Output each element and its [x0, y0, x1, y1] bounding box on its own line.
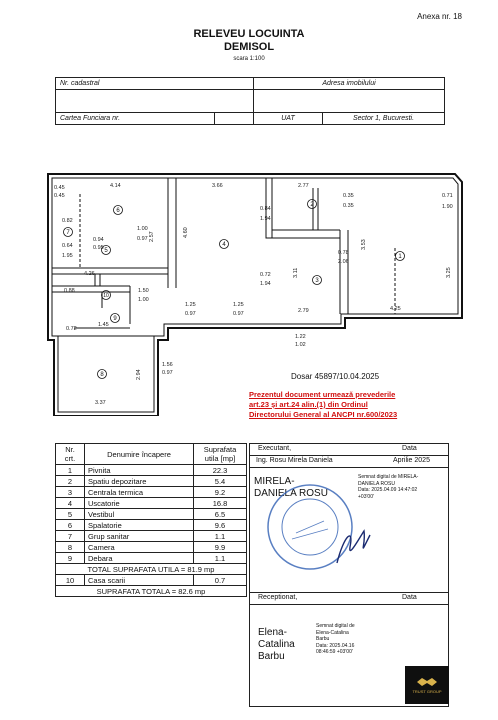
room-label-10: 10 [103, 293, 109, 299]
legal-notice [249, 390, 447, 420]
table-cell: 3 [56, 487, 85, 498]
table-cell: Casa scarii [85, 575, 194, 586]
dim-426: 4.26 [84, 271, 95, 277]
dim-425: 4.25 [390, 306, 401, 312]
adresa-cell: Adresa imobilului [254, 78, 445, 90]
total-utila: TOTAL SUPRAFATA UTILA = 81.9 mp [56, 564, 247, 575]
dim-195: 1.95 [62, 253, 73, 259]
dosar-number: Dosar 45897/10.04.2025 [291, 372, 380, 381]
dim-366: 3.66 [212, 183, 223, 189]
dim-097: 0.97 [137, 236, 148, 242]
table-cell: Camera [85, 542, 194, 553]
room-label-2: 2 [310, 202, 314, 208]
dim-072b: 0.72 [66, 326, 77, 332]
notice-line: Directorului General al ANCPI nr.600/2023 [249, 410, 398, 419]
table-cell: 1 [56, 465, 85, 476]
executant-signature-name: MIRELA- DANIELA ROSU [254, 476, 328, 499]
table-cell: 10 [56, 575, 85, 586]
col-area: Suprafata utila [mp] [194, 444, 247, 465]
dim-206: 2.06 [338, 259, 349, 265]
col-nr: Nr. crt. [56, 444, 85, 465]
dim-088: 0.88 [64, 288, 75, 294]
company-logo: TRUST GROUP [405, 666, 449, 704]
dim-097a: 0.97 [185, 311, 196, 317]
dim-100b: 1.00 [138, 297, 149, 303]
table-cell: 5.4 [194, 476, 247, 487]
handshake-icon [416, 674, 438, 688]
sector-cell: Sector 1, Bucuresti. [323, 113, 445, 125]
dim-064: 0.64 [62, 243, 73, 249]
table-row [56, 520, 247, 531]
table-cell: Debara [85, 553, 194, 564]
dim-102: 1.02 [295, 342, 306, 348]
dim-100: 1.00 [137, 226, 148, 232]
executant-date-label: Data [402, 445, 417, 452]
dim-072: 0.72 [260, 272, 271, 278]
table-cell: 6.5 [194, 509, 247, 520]
table-cell: 8 [56, 542, 85, 553]
dim-071: 0.71 [442, 193, 453, 199]
table-row [56, 498, 247, 509]
table-row [56, 542, 247, 553]
room-label-4: 4 [222, 242, 226, 248]
dim-190: 1.90 [442, 204, 453, 210]
room-label-5: 5 [104, 248, 108, 254]
room-label-6: 6 [116, 208, 120, 214]
table-cell: 4 [56, 498, 85, 509]
room-label-7: 7 [66, 230, 70, 236]
table-row [56, 465, 247, 476]
dim-078: 0.78 [338, 250, 349, 256]
table-cell: 16.8 [194, 498, 247, 509]
dim-337: 3.37 [95, 400, 106, 406]
dim-125b: 1.25 [233, 302, 244, 308]
floor-plan [40, 168, 470, 416]
official-stamp [262, 475, 382, 580]
table-cell: 1.1 [194, 553, 247, 564]
table-cell: 1.1 [194, 531, 247, 542]
room-label-9: 9 [113, 316, 117, 322]
table-row [56, 476, 247, 487]
receptionat-signature-name: Elena- Catalina Barbu [258, 627, 295, 662]
dim-095: 0.95 [93, 245, 104, 251]
dim-353: 3.53 [361, 239, 367, 250]
executant-label: Executant, [258, 445, 292, 452]
table-cell: 9.6 [194, 520, 247, 531]
receptionat-date-label: Data [402, 594, 417, 601]
dim-156: 1.56 [162, 362, 173, 368]
annex-label: Anexa nr. 18 [417, 12, 462, 21]
table-cell: 6 [56, 520, 85, 531]
table-cell: Centrala termica [85, 487, 194, 498]
dim-414: 4.14 [110, 183, 121, 189]
dim-045b: 0.45 [54, 193, 65, 199]
dim-277: 2.77 [298, 183, 309, 189]
room-label-8: 8 [100, 372, 104, 378]
dim-084: 0.84 [260, 206, 271, 212]
table-cell: Uscatorie [85, 498, 194, 509]
room-label-1: 1 [398, 254, 402, 260]
table-cell: 9.9 [194, 542, 247, 553]
executant-name: Ing. Rosu Mirela Daniela [256, 457, 333, 464]
dim-045a: 0.45 [54, 185, 65, 191]
scale-label: scara 1:100 [233, 56, 265, 62]
dim-194: 1.94 [260, 216, 271, 222]
table-row [56, 487, 247, 498]
nr-cadastral-cell: Nr. cadastral [56, 78, 254, 90]
page-title: RELEVEU LOCUINTA [193, 28, 305, 40]
receptionat-label: Receptionat, [258, 594, 298, 601]
dim-035a: 0.35 [343, 193, 354, 199]
dim-279: 2.79 [298, 308, 309, 314]
carte-funciara-cell: Cartea Funciara nr. [56, 113, 215, 125]
dim-145: 1.45 [98, 322, 109, 328]
page-subtitle: DEMISOL [223, 41, 275, 53]
table-cell: Pivnita [85, 465, 194, 476]
dim-082: 0.82 [62, 218, 73, 224]
table-cell: Spalatorie [85, 520, 194, 531]
table-cell: 9.2 [194, 487, 247, 498]
table-row [56, 553, 247, 564]
dim-097c: 0.97 [162, 370, 173, 376]
uat-cell: UAT [254, 113, 323, 125]
dim-311: 3.11 [293, 267, 299, 278]
table-cell: 9 [56, 553, 85, 564]
room-label-3: 3 [315, 278, 319, 284]
executant-signature-meta: Semnat digital de MIRELA- DANIELA ROSU Data: 2025.04.09 14:47:02 +03'00' [358, 474, 419, 500]
dim-257: 2.57 [149, 231, 155, 242]
table-cell: 5 [56, 509, 85, 520]
dim-125a: 1.25 [185, 302, 196, 308]
table-cell: Grup sanitar [85, 531, 194, 542]
property-header-table [55, 77, 445, 125]
rooms-table [55, 443, 247, 597]
dim-150: 1.50 [138, 288, 149, 294]
dim-097b: 0.97 [233, 311, 244, 317]
dim-094: 0.94 [93, 237, 104, 243]
receptionat-signature-meta: Semnat digital de Elena-Catalina Barbu Data: 2025.04.16 08:46:59 +03'00' [316, 623, 355, 655]
table-cell: Spatiu depozitare [85, 476, 194, 487]
notice-line: Prezentul document urmează prevederile [249, 390, 396, 399]
dim-460: 4.60 [183, 227, 189, 238]
col-name: Denumire încapere [85, 444, 194, 465]
table-cell: 2 [56, 476, 85, 487]
dim-325: 3.25 [446, 267, 452, 278]
dim-122: 1.22 [295, 334, 306, 340]
dim-194b: 1.94 [260, 281, 271, 287]
total-area: SUPRAFATA TOTALA = 82.6 mp [56, 586, 247, 597]
table-row [56, 509, 247, 520]
table-cell: 22.3 [194, 465, 247, 476]
table-cell: Vestibul [85, 509, 194, 520]
table-row [56, 531, 247, 542]
dimension-labels [54, 183, 453, 406]
table-cell: 0.7 [194, 575, 247, 586]
table-cell: 7 [56, 531, 85, 542]
notice-line: art.23 și art.24 alin.(1) din Ordinul [249, 400, 368, 409]
dim-294: 2.94 [136, 369, 142, 380]
dim-035b: 0.35 [343, 203, 354, 209]
executant-date: Aprilie 2025 [393, 457, 430, 464]
